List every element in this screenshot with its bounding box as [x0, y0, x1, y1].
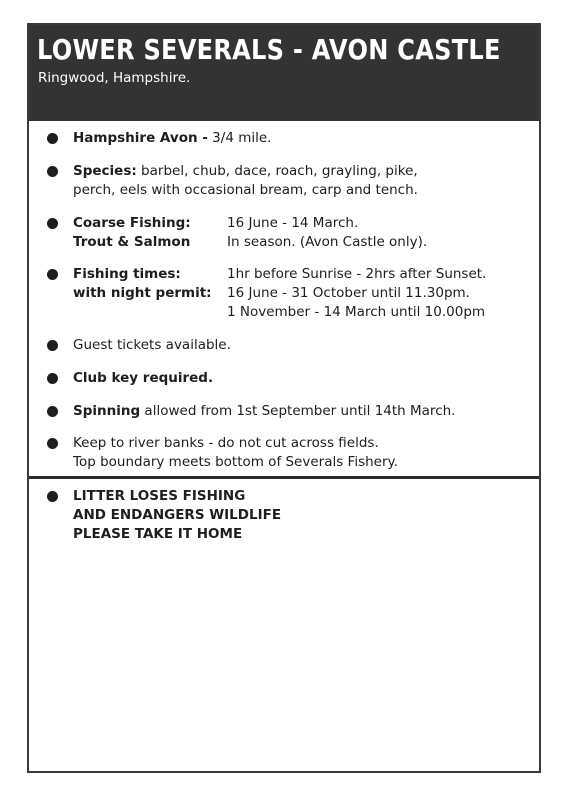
bullet-icon — [47, 438, 58, 449]
header-banner — [29, 25, 539, 121]
banks-text — [73, 434, 398, 472]
fishery-info-card — [27, 23, 541, 773]
spinning-dates: allowed from 1st September until 14th March. — [140, 403, 456, 419]
bullet-icon — [47, 340, 58, 351]
litter-line2: AND ENDANGERS WILDLIFE — [73, 507, 282, 523]
club-key-text: Club key required. — [73, 370, 214, 386]
guest-text: Guest tickets available. — [73, 337, 231, 353]
bullet-icon — [47, 491, 58, 502]
trout-dates: In season. (Avon Castle only). — [227, 234, 428, 250]
spinning-label: Spinning — [73, 403, 141, 419]
litter-text — [73, 487, 281, 544]
page-title: LOWER SEVERALS - AVON CASTLE — [37, 33, 501, 66]
night-permit-label: with night permit: — [73, 285, 212, 301]
coarse-dates: 16 June - 14 March. — [227, 215, 359, 231]
spinning-text — [73, 402, 455, 421]
river-label: Hampshire Avon - — [73, 130, 208, 146]
trout-label: Trout & Salmon — [73, 234, 191, 250]
section-divider — [29, 476, 539, 479]
times-label: Fishing times: — [73, 266, 181, 282]
coarse-label: Coarse Fishing: — [73, 215, 191, 231]
river-length: 3/4 mile. — [207, 130, 272, 146]
night-permit-winter: 1 November - 14 March until 10.00pm — [227, 304, 486, 320]
bullet-icon — [47, 269, 58, 280]
bullet-icon — [47, 406, 58, 417]
bullet-icon — [47, 133, 58, 144]
night-permit-summer: 16 June - 31 October until 11.30pm. — [227, 285, 470, 301]
species-label: Species: — [73, 163, 137, 179]
species-line2: perch, eels with occasional bream, carp and tench. — [73, 182, 418, 198]
litter-line1: LITTER LOSES FISHING — [73, 488, 246, 504]
location-subtitle: Ringwood, Hampshire. — [38, 70, 191, 86]
bullet-icon — [47, 373, 58, 384]
bullet-icon — [47, 166, 58, 177]
seasons-text — [73, 214, 513, 254]
times-text — [73, 265, 513, 323]
species-line1: barbel, chub, dace, roach, grayling, pike, — [136, 163, 418, 179]
banks-line1: Keep to river banks - do not cut across fields. — [73, 435, 379, 451]
times-value: 1hr before Sunrise - 2hrs after Sunset. — [227, 266, 487, 282]
river-text — [73, 129, 271, 148]
banks-line2: Top boundary meets bottom of Severals Fishery. — [73, 454, 398, 470]
species-text — [73, 162, 418, 200]
litter-line3: PLEASE TAKE IT HOME — [73, 526, 243, 542]
bullet-icon — [47, 218, 58, 229]
